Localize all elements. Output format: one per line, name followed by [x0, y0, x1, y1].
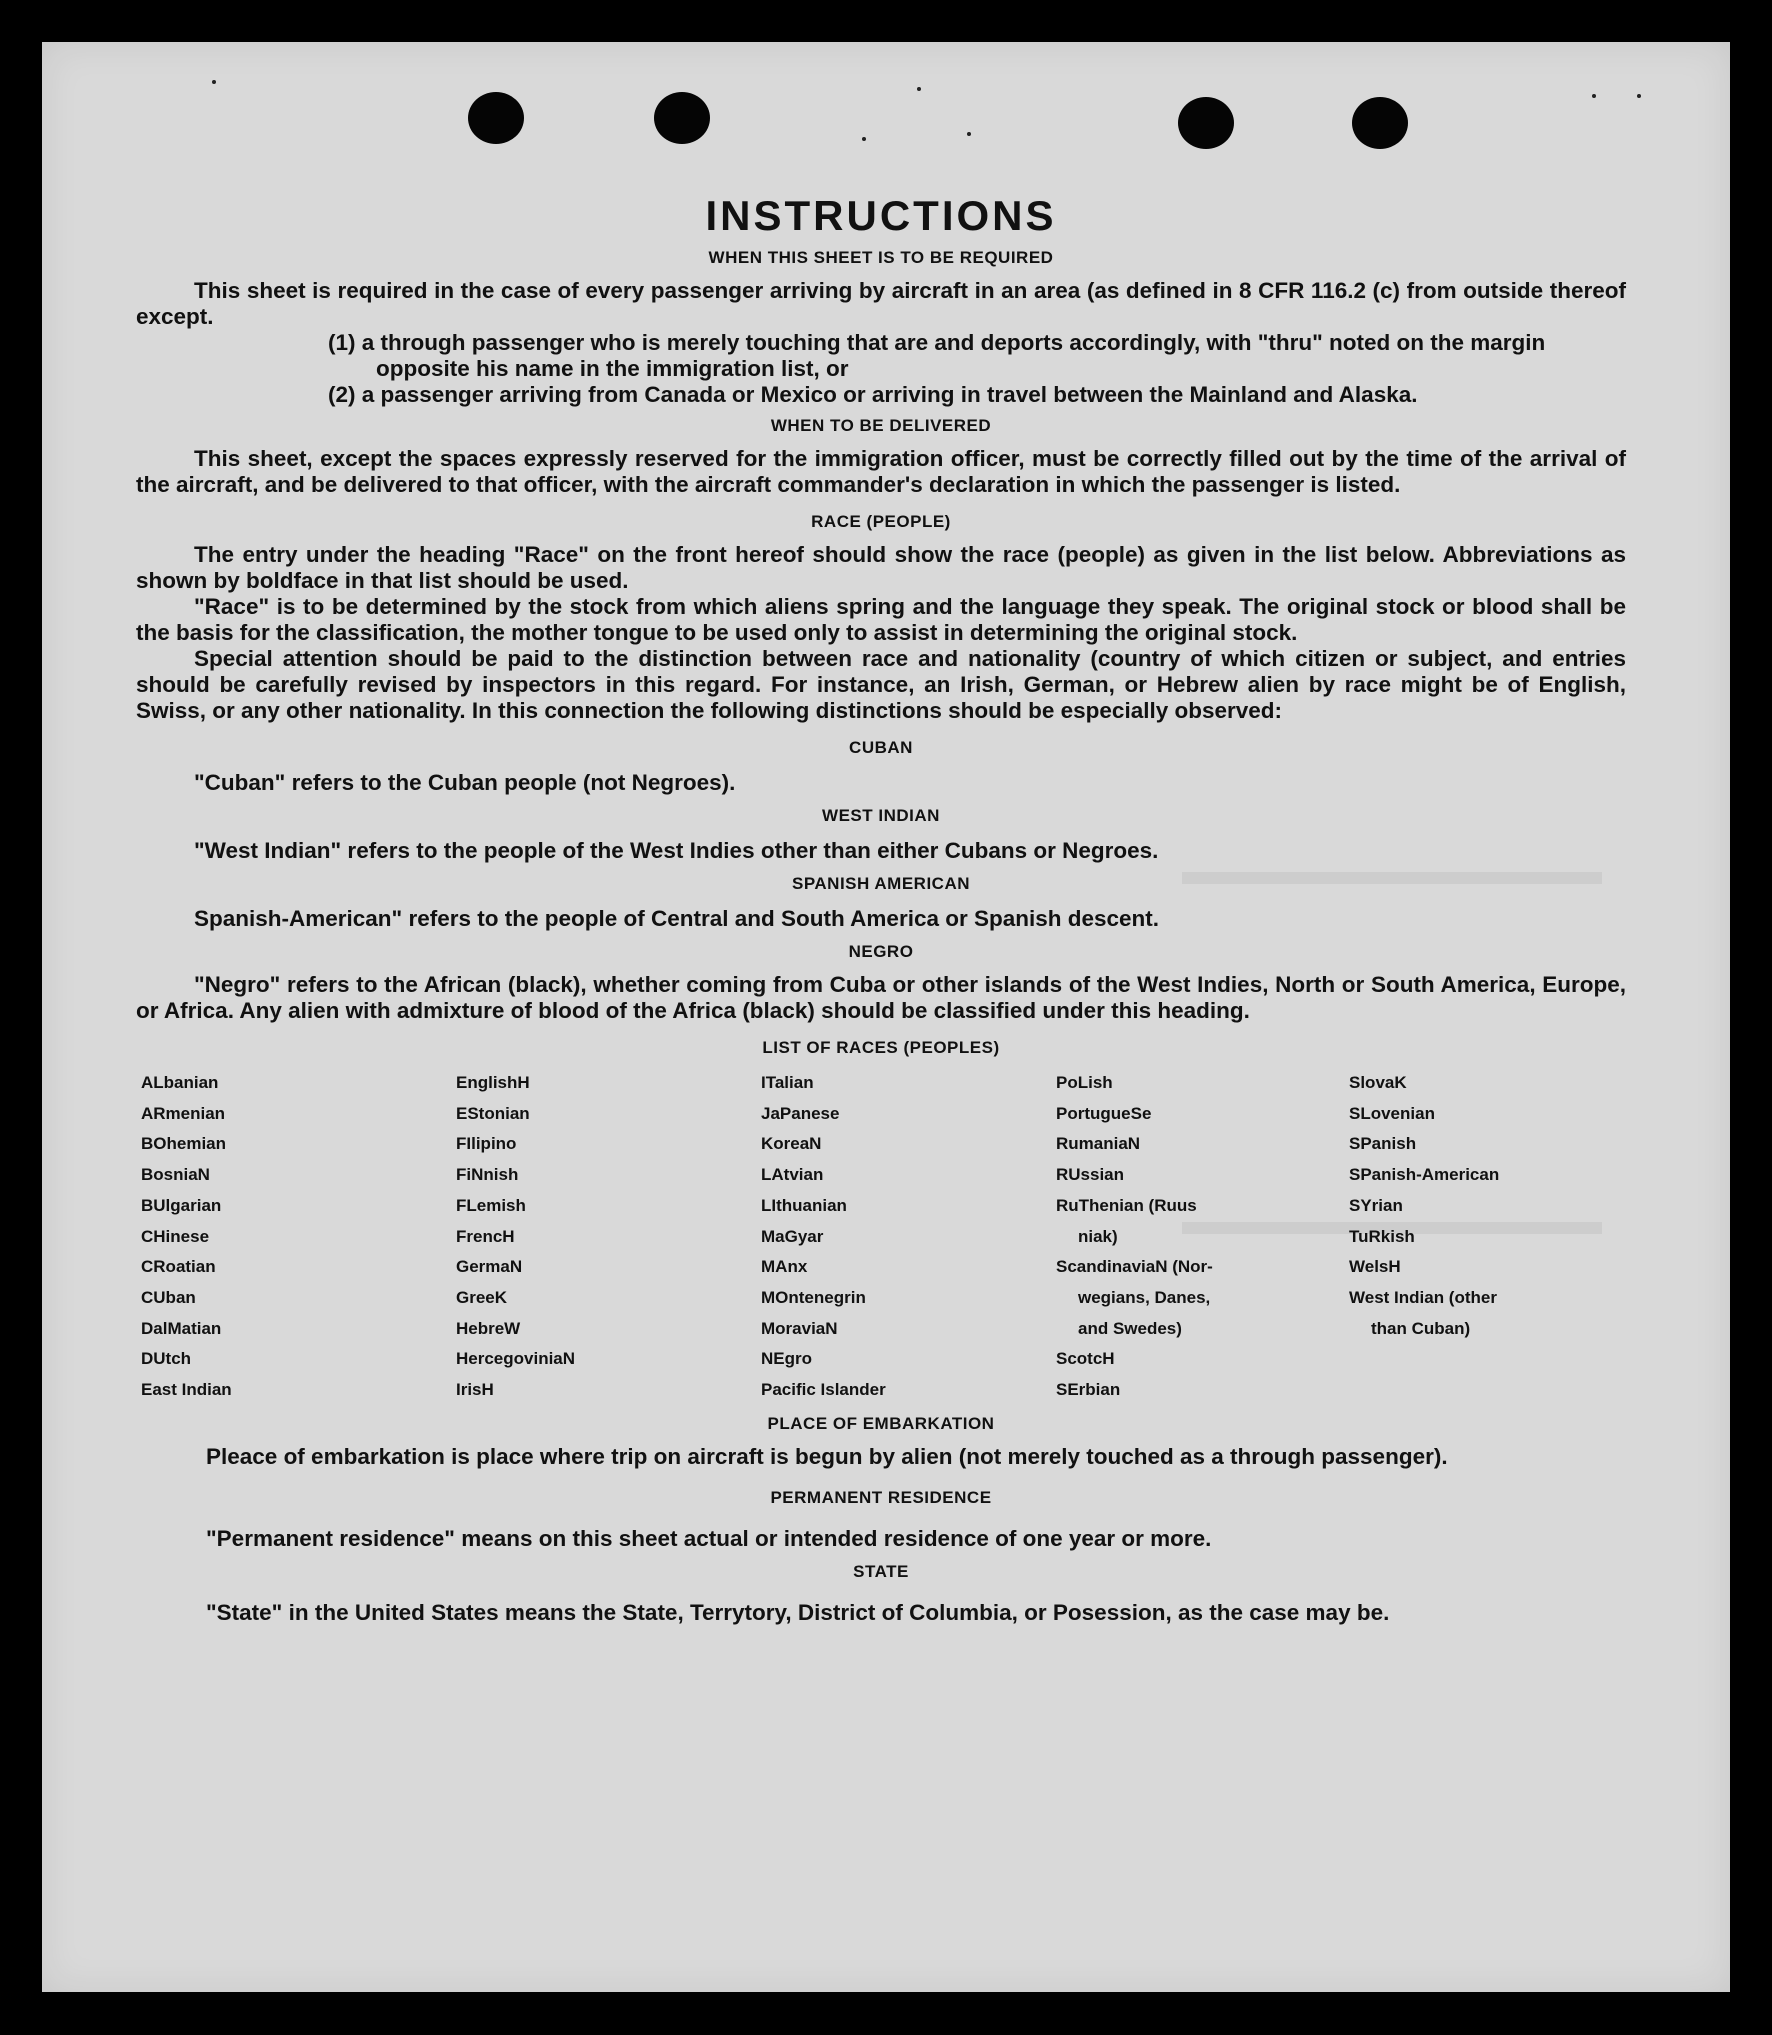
race-item: CUban	[141, 1287, 196, 1307]
race-item: CRoatian	[141, 1257, 216, 1277]
instructions-content	[136, 192, 1626, 1636]
race-item: SYrian	[1349, 1195, 1403, 1215]
races-column-4	[1056, 1068, 1349, 1406]
race-item: WelsH	[1349, 1257, 1401, 1277]
race-item: CHinese	[141, 1226, 210, 1246]
exception-item-2: (2) a passenger arriving from Canada or Mexico or arriving in travel between the Mainland and Alaska.	[328, 382, 1418, 407]
race-item: MoraviaN	[761, 1318, 838, 1338]
race-item: IrisH	[456, 1380, 494, 1400]
heading-state: STATE	[853, 1561, 909, 1581]
spanish-american-text: Spanish-American" refers to the people of Central and South America or Spanish descent.	[194, 906, 1160, 931]
punch-hole	[468, 92, 524, 144]
race-item: PortugueSe	[1056, 1103, 1152, 1123]
race-item: Pacific Islander	[761, 1380, 886, 1400]
race-item: ITalian	[761, 1073, 814, 1092]
races-column-2	[456, 1068, 761, 1406]
race-item: LIthuanian	[761, 1195, 847, 1215]
when-required-text: This sheet is required in the case of every passenger arriving by aircraft in an area (as defined in 8 CFR 116.2 (c) from outside thereof except.	[136, 278, 1626, 329]
punch-hole	[654, 92, 710, 144]
race-item: BosniaN	[141, 1165, 210, 1185]
heading-cuban: CUBAN	[849, 738, 913, 757]
heading-race: RACE (PEOPLE)	[811, 512, 951, 531]
speck	[212, 80, 216, 84]
race-item: HercegoviniaN	[456, 1349, 576, 1369]
race-item: FLemish	[456, 1195, 526, 1215]
race-item: ScotcH	[1056, 1349, 1115, 1369]
race-item: ARmenian	[141, 1103, 226, 1123]
speck	[1592, 94, 1596, 98]
race-item: DalMatian	[141, 1318, 222, 1338]
race-item: FIlipino	[456, 1134, 517, 1154]
races-column-5	[1349, 1068, 1609, 1406]
race-item: FrencH	[456, 1226, 515, 1246]
race-item: SlovaK	[1349, 1073, 1407, 1092]
race-item: SPanish	[1349, 1134, 1417, 1154]
race-item: RumaniaN	[1056, 1134, 1141, 1154]
race-item-continuation: niak)	[1078, 1226, 1118, 1246]
race-item-continuation: and Swedes)	[1078, 1318, 1182, 1338]
races-column-3	[761, 1068, 1056, 1406]
race-item: LAtvian	[761, 1165, 824, 1185]
race-item: MaGyar	[761, 1226, 824, 1246]
race-item: PoLish	[1056, 1073, 1113, 1092]
race-item: DUtch	[141, 1349, 192, 1369]
race-item: HebreW	[456, 1318, 521, 1338]
speck	[967, 132, 971, 136]
when-delivered-text: This sheet, except the spaces expressly reserved for the immigration officer, must be correctly filled out by the time of the arrival of the aircraft, and be delivered to that officer, with the aircraft commander's declaration in which the passenger is listed.	[136, 446, 1626, 497]
race-item: RuThenian (Ruus	[1056, 1195, 1197, 1215]
race-item: SLovenian	[1349, 1103, 1435, 1123]
race-item: FiNnish	[456, 1165, 519, 1185]
race-item: KoreaN	[761, 1134, 822, 1154]
race-item: ScandinaviaN (Nor-	[1056, 1257, 1213, 1277]
speck	[1637, 94, 1641, 98]
heading-when-delivered: WHEN TO BE DELIVERED	[770, 416, 992, 435]
race-item: EnglishH	[456, 1073, 530, 1092]
race-item-continuation: than Cuban)	[1371, 1318, 1471, 1338]
punch-hole	[1178, 97, 1234, 149]
race-item: MOntenegrin	[761, 1287, 866, 1307]
race-paragraph-1: The entry under the heading "Race" on the front hereof should show the race (people) as given in the list below. Abbreviations as shown by boldface in that list should be used.	[136, 542, 1626, 593]
race-item: TuRkish	[1349, 1226, 1415, 1246]
heading-when-required: WHEN THIS SHEET IS TO BE REQUIRED	[708, 248, 1054, 267]
race-item: RUssian	[1056, 1165, 1125, 1185]
heading-negro: NEGRO	[848, 942, 914, 961]
heading-place-of-embarkation: PLACE OF EMBARKATION	[767, 1413, 995, 1433]
races-list	[141, 1068, 1626, 1406]
cuban-text: "Cuban" refers to the Cuban people (not Negroes).	[194, 770, 736, 795]
race-item: GreeK	[456, 1287, 508, 1307]
races-column-1	[141, 1068, 456, 1406]
exception-item-1: (1) a through passenger who is merely touching that are and deports accordingly, with "thru" noted on the margin opposite his name in the immigration list, or	[328, 330, 1546, 381]
race-item: EStonian	[456, 1103, 530, 1123]
race-item: SPanish-American	[1349, 1165, 1500, 1185]
race-item: SErbian	[1056, 1380, 1121, 1400]
race-item: GermaN	[456, 1257, 523, 1277]
embarkation-text: Pleace of embarkation is place where trip on aircraft is begun by alien (not merely touched as a through passenger).	[206, 1443, 1448, 1469]
speck	[917, 87, 921, 91]
heading-list-of-races: LIST OF RACES (PEOPLES)	[762, 1038, 1000, 1057]
race-item: BOhemian	[141, 1134, 227, 1154]
residence-text: "Permanent residence" means on this sheet actual or intended residence of one year or more.	[206, 1525, 1212, 1551]
west-indian-text: "West Indian" refers to the people of the West Indies other than either Cubans or Negroes.	[194, 838, 1159, 863]
race-item: West Indian (other	[1349, 1287, 1497, 1307]
race-item: MAnx	[761, 1257, 808, 1277]
race-item: BUlgarian	[141, 1195, 222, 1215]
speck	[862, 137, 866, 141]
negro-text: "Negro" refers to the African (black), whether coming from Cuba or other islands of the West Indies, North or South America, Europe, or Africa. Any alien with admixture of blood of the Africa (black) should be classified under this heading.	[136, 972, 1626, 1023]
race-item-continuation: wegians, Danes,	[1078, 1287, 1211, 1307]
race-item: JaPanese	[761, 1103, 840, 1123]
page-title: INSTRUCTIONS	[705, 192, 1057, 239]
heading-spanish-american: SPANISH AMERICAN	[791, 874, 970, 893]
race-item: NEgro	[761, 1349, 812, 1369]
punch-hole	[1352, 97, 1408, 149]
heading-permanent-residence: PERMANENT RESIDENCE	[770, 1487, 992, 1507]
race-paragraph-2: "Race" is to be determined by the stock from which aliens spring and the language they speak. The original stock or blood shall be the basis for the classification, the mother tongue to be used only to assist in determining the original stock.	[136, 594, 1626, 645]
heading-west-indian: WEST INDIAN	[822, 806, 940, 825]
state-text: "State" in the United States means the State, Terrytory, District of Columbia, or Posession, as the case may be.	[206, 1599, 1390, 1625]
race-paragraph-3: Special attention should be paid to the distinction between race and nationality (country of which citizen or subject, and entries should be carefully revised by inspectors in this regard. For instance, an Irish, German, or Hebrew alien by race might be of English, Swiss, or any other nationality. In this connection the following distinctions should be especially observed:	[136, 646, 1626, 723]
document-sheet	[42, 42, 1730, 1992]
race-item: East Indian	[141, 1380, 232, 1400]
race-item: ALbanian	[141, 1073, 219, 1092]
